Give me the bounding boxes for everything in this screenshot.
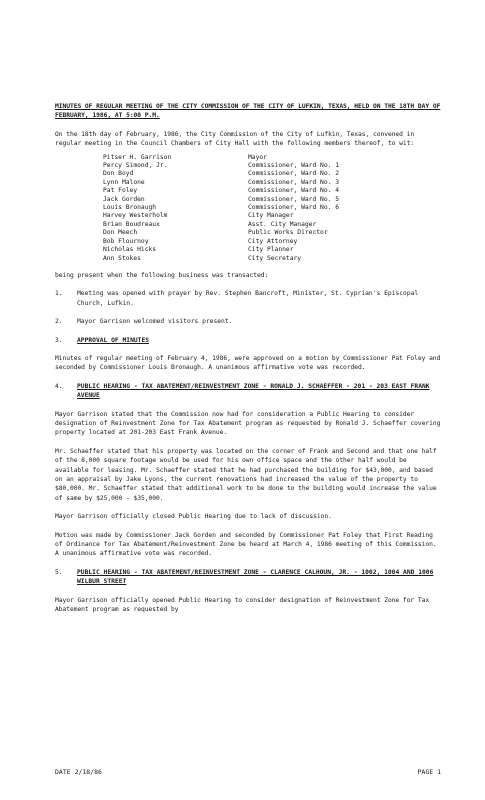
item-number: 1. [55,290,63,298]
minutes-approval-paragraph: Minutes of regular meeting of February 4, 1986, were approved on a motion by Commissioner Pat Foley and seconded by Commissioner Louis Bronaugh. A unanimous affirmative vote was recorded. [55,354,441,372]
roster-name: Brian Boudreaux [103,220,160,228]
item4-paragraph-c: Mayor Garrison officially closed Public Hearing due to lack of discussion. [55,513,332,521]
roster-name: Pitser H. Garrison [103,153,172,161]
roster-title: Commissioner, Ward No. 5 [248,195,339,203]
roster-title: Commissioner, Ward No. 3 [248,178,339,186]
agenda-item-4 [55,382,441,401]
roster-title: Commissioner, Ward No. 1 [248,162,339,170]
roster-title: Commissioner, Ward No. 4 [248,187,339,195]
roster-name: Bob Flournoy [103,237,149,245]
roster-title: Commissioner, Ward No. 2 [248,170,339,178]
roster-title: City Secretary [248,254,302,262]
agenda-item-2 [55,317,441,326]
item-heading: APPROVAL OF MINUTES [77,336,150,344]
roster-name: Ann Stokes [103,254,141,262]
footer-date: DATE 2/18/86 [55,768,102,776]
item-text: Mayor Garrison welcomed visitors present. [77,318,233,326]
minutes-title: MINUTES OF REGULAR MEETING OF THE CITY COMMISSION OF THE CITY OF LUFKIN, TEXAS, HELD ON THE 18TH DAY OF FEBRUARY, 1986, AT 5:00 P.M. [55,103,441,120]
roster-title: Asst. City Manager [248,220,317,228]
item-heading: PUBLIC HEARING - TAX ABATEMENT/REINVESTMENT ZONE - CLARENCE CALHOUN, JR. - 1002, 1004 AND 1006 WILBUR STREET [77,568,434,586]
roster-name: Percy Simond, Jr. [103,162,168,170]
agenda-item-5 [55,568,441,587]
attendance-roster [103,154,441,263]
roster-name: Don Meech [103,229,138,237]
roster-name: Nicholas Hicks [103,246,157,254]
intro-paragraph: On the 18th day of February, 1986, the City Commission of the City of Lufkin, Texas, convened in regular meeting in the Council Chambers of City Hall with the following members thereof, to wit: [55,130,415,148]
roster-name: Jack Gorden [103,195,145,203]
roster-title: City Attorney [248,237,298,245]
item-number: 5. [55,568,63,576]
roster-name: Pat Foley [103,187,138,195]
item-heading: PUBLIC HEARING - TAX ABATEMENT/REINVESTMENT ZONE - RONALD J. SCHAEFFER - 201 - 203 EAST FRANK AVENUE [77,382,430,400]
item5-paragraph-a: Mayor Garrison officially opened Public Hearing to consider designation of Reinvestment Zone for Tax Abatement program as requested by [55,596,430,614]
roster-title: Mayor [248,153,267,161]
item4-paragraph-b: Mr. Schaeffer stated that his property was located on the corner of Frank and Second and that one half of the 8,000 square footage would be used for his own office space and the other half would be available for leasing. Mr. Schaeffer stated that he had purchased the building for $43,000, and based on an appraisal by Jake Lyons, the current renovations had increased the value of the property to $80,000. Mr. Schaeffer stated that additional work to be done to the building would increase the value of same by $25,000 - $35,000. [55,447,437,502]
item-number: 4. [55,382,63,390]
roster-title: Public Works Director [248,229,328,237]
page-footer [55,768,441,776]
roster-name: Louis Bronaugh [103,204,157,212]
agenda-item-1 [55,289,441,308]
roster-name: Harvey Westerholm [103,212,168,220]
item4-paragraph-d: Motion was made by Commissioner Jack Gorden and seconded by Commissioner Pat Foley that First Reading of Ordinance for Tax Abatement/Reinvestment Zone be heard at March 4, 1986 meeting of this Commission. A unanimous affirmative vote was recorded. [55,531,437,558]
agenda-item-3 [55,336,441,345]
item-number: 2. [55,318,63,326]
roster-name: Lynn Malone [103,178,145,186]
roster-title: Commissioner, Ward No. 6 [248,204,339,212]
item-text: Meeting was opened with prayer by Rev. Stephen Bancroft, Minister, St. Cyprian's Episcopal Church, Lufkin. [77,290,419,307]
roster-title: City Manager [248,212,294,220]
being-present-line: being present when the following business was transacted: [55,271,269,279]
roster-title: City Planner [248,246,294,254]
item4-paragraph-a: Mayor Garrison stated that the Commission now had for consideration a Public Hearing to consider designation of Reinvestment Zone for Tax Abatement program as requested by Ronald J. Schaeffer covering property located at 201-203 East Frank Avenue. [55,410,441,437]
roster-name: Don Boyd [103,170,134,178]
footer-page-number: PAGE 1 [417,768,441,776]
item-number: 3. [55,336,63,344]
